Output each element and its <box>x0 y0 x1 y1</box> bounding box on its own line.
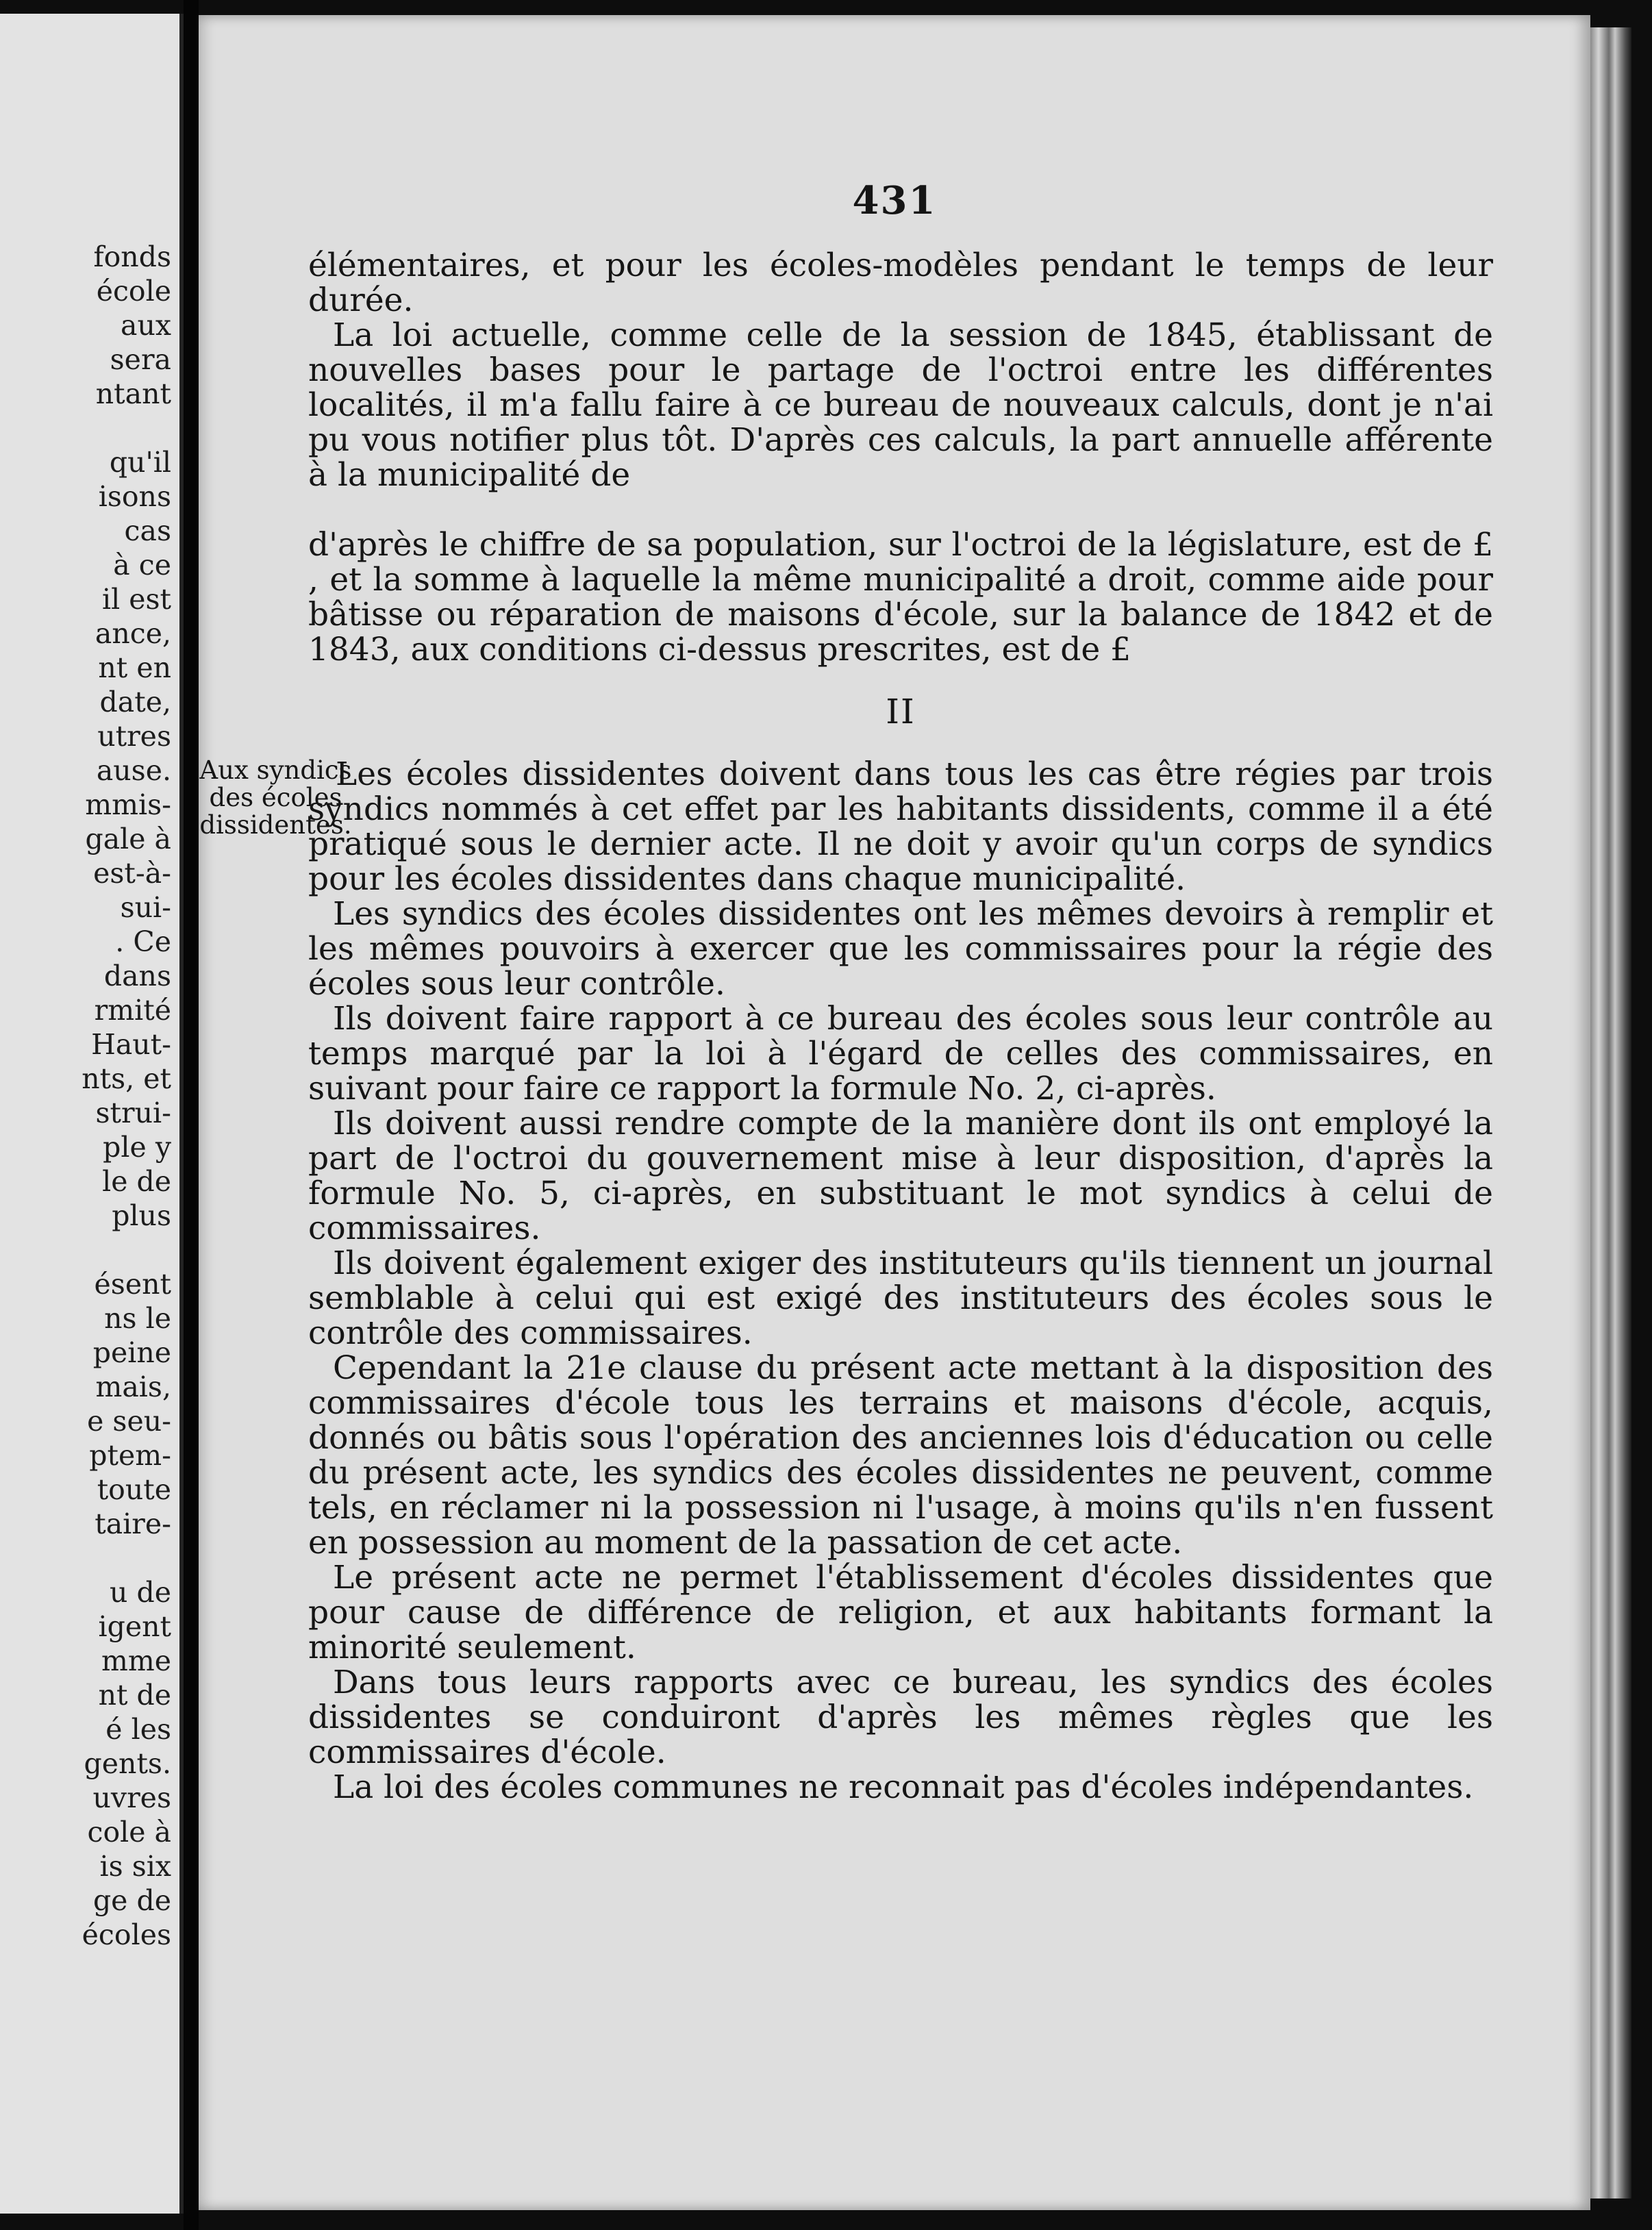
left-page-text-fragment: nt en <box>98 651 171 684</box>
facing-page-left <box>0 14 184 2214</box>
left-page-text-fragment: ntant <box>95 377 171 410</box>
paragraph: Dans tous leurs rapports avec ce bureau, les syndics des écoles dissidentes se conduiront d'après les mêmes règles que les commissaires d'école. <box>308 1664 1493 1771</box>
left-page-text-fragment: nt de <box>98 1679 171 1712</box>
left-page-text-fragment: est-à- <box>93 857 171 890</box>
left-page-text-fragment: écoles <box>82 1918 171 1951</box>
left-page-text-fragment: le de <box>102 1165 171 1198</box>
book-page <box>199 15 1590 2210</box>
left-page-text-fragment: e seu- <box>87 1405 171 1438</box>
left-page-text-fragment: strui- <box>95 1097 171 1129</box>
paragraph: Ils doivent faire rapport à ce bureau des écoles sous leur contrôle au temps marqué par la loi à l'égard de celles des commissaires, en suivant pour faire ce rapport la formule No. 2, ci-après. <box>308 1000 1493 1107</box>
margin-note: Aux syndics des écoles dissidentes. <box>199 755 352 840</box>
left-page-text-fragment: il est <box>101 583 171 616</box>
section-ii <box>199 755 1493 898</box>
left-page-text-fragment: ésent <box>94 1268 171 1301</box>
left-page-text-fragment: gale à <box>85 823 171 855</box>
page-body <box>199 247 1493 1806</box>
left-page-text-fragment: toute <box>97 1473 171 1506</box>
left-page-text-fragment: cole à <box>87 1816 171 1849</box>
left-page-text-fragment: ptem- <box>89 1439 171 1472</box>
left-page-text-fragment: dans <box>103 960 171 992</box>
paragraph-group <box>308 897 1493 1805</box>
left-page-text-fragment: sui- <box>120 891 171 924</box>
section-heading: II <box>886 692 916 731</box>
left-page-text-fragment: ple y <box>103 1131 171 1164</box>
left-page-text-fragment: plus <box>112 1199 171 1232</box>
left-page-text-fragment: qu'il <box>109 446 171 479</box>
left-page-text-fragment: utres <box>97 720 171 753</box>
paragraph: Les syndics des écoles dissidentes ont les mêmes devoirs à remplir et les mêmes pouvoirs à exercer que les commissaires pour la régie des écoles sous leur contrôle. <box>308 895 1493 1003</box>
book-gutter <box>184 0 199 2230</box>
paragraph: La loi des écoles communes ne reconnait pas d'écoles indépendantes. <box>333 1768 1474 1806</box>
left-page-text-fragment: taire- <box>95 1507 171 1540</box>
left-page-text-fragment: école <box>96 275 171 308</box>
left-page-text-fragment: sera <box>110 343 171 376</box>
left-page-text-fragment: mmis- <box>85 788 171 821</box>
left-page-text-fragment: date, <box>99 686 171 718</box>
left-page-text-fragment: ance, <box>95 617 171 650</box>
left-page-text-fragment: igent <box>98 1610 171 1643</box>
paragraph: Le présent acte ne permet l'établissement d'écoles dissidentes que pour cause de différence de religion, et aux habitants formant la minorité seulement. <box>308 1559 1493 1666</box>
left-page-text-fragment: isons <box>98 480 171 513</box>
paragraph: Cependant la 21e clause du présent acte mettant à la disposition des commissaires d'école tous les terrains et maisons d'école, acquis, donnés ou bâtis sous l'opération des anciennes lois d'éducation ou celle du présent acte, les syndics des écoles dissidentes ne peuvent, comme tels, en réclamer ni la possession ni l'usage, à moins qu'ils n'en fussent en possession au moment de la passation de cet acte. <box>308 1349 1493 1562</box>
left-page-text-fragment: ns le <box>104 1302 171 1335</box>
left-page-text-fragment: nts, et <box>82 1062 171 1095</box>
paragraph: d'après le chiffre de sa population, sur l'octroi de la législature, est de £ , et la somme à laquelle la même municipalité a droit, comme aide pour bâtisse ou réparation de maisons d'école, sur la balance de 1842 et de 1843, aux conditions ci-dessus prescrites, est de £ <box>308 526 1493 668</box>
page-number: 431 <box>852 178 937 223</box>
left-page-text-fragment: uvres <box>92 1781 171 1814</box>
left-page-text-fragment: à ce <box>113 549 171 581</box>
left-page-text-fragment: gents. <box>84 1747 171 1780</box>
left-page-text-fragment: mais, <box>95 1370 171 1403</box>
page-stack-edge <box>1590 27 1631 2198</box>
blank-fill-line <box>308 492 1493 527</box>
left-page-text-fragment: is six <box>99 1850 171 1883</box>
paragraph: Ils doivent également exiger des instituteurs qu'ils tiennent un journal semblable à celui qui est exigé des instituteurs des écoles sous le contrôle des commissaires. <box>308 1244 1493 1352</box>
left-page-text-fragment: rmité <box>94 994 171 1027</box>
left-page-text-fragment: u de <box>110 1576 171 1609</box>
left-page-text-fragment: cas <box>124 514 171 547</box>
left-page-text-fragment: peine <box>92 1336 171 1369</box>
paragraph: élémentaires, et pour les écoles-modèles pendant le temps de leur durée. <box>308 247 1493 319</box>
paragraph: Ils doivent aussi rendre compte de la manière dont ils ont employé la part de l'octroi du gouvernement mise à leur disposition, d'après la formule No. 5, ci-après, en substituant le mot syndics à celui de commissaires. <box>308 1105 1493 1247</box>
left-page-text-fragment: Haut- <box>91 1028 171 1061</box>
left-page-text-fragment: aux <box>121 309 171 342</box>
paragraph: La loi actuelle, comme celle de la session de 1845, établissant de nouvelles bases pour le partage de l'octroi entre les différentes localités, il m'a fallu faire à ce bureau de nouveaux calculs, dont je n'ai pu vous notifier plus tôt. D'après ces calculs, la part annuelle afférente à la municipalité de <box>308 316 1493 494</box>
left-page-text-fragment: ge de <box>92 1884 171 1917</box>
left-page-text-fragment: . Ce <box>115 925 171 958</box>
left-page-text-fragment: é les <box>105 1713 171 1746</box>
paragraph: Les écoles dissidentes doivent dans tous les cas être régies par trois syndics nommés à cet effet par les habitants dissidents, comme il a été pratiqué sous le dernier acte. Il ne doit y avoir qu'un corps de syndics pour les écoles dissidentes dans chaque municipalité. <box>308 755 1493 898</box>
left-page-text-fragment: ause. <box>96 754 171 787</box>
left-page-text-fragment: fonds <box>93 240 171 273</box>
left-page-text-fragment: mme <box>101 1644 171 1677</box>
